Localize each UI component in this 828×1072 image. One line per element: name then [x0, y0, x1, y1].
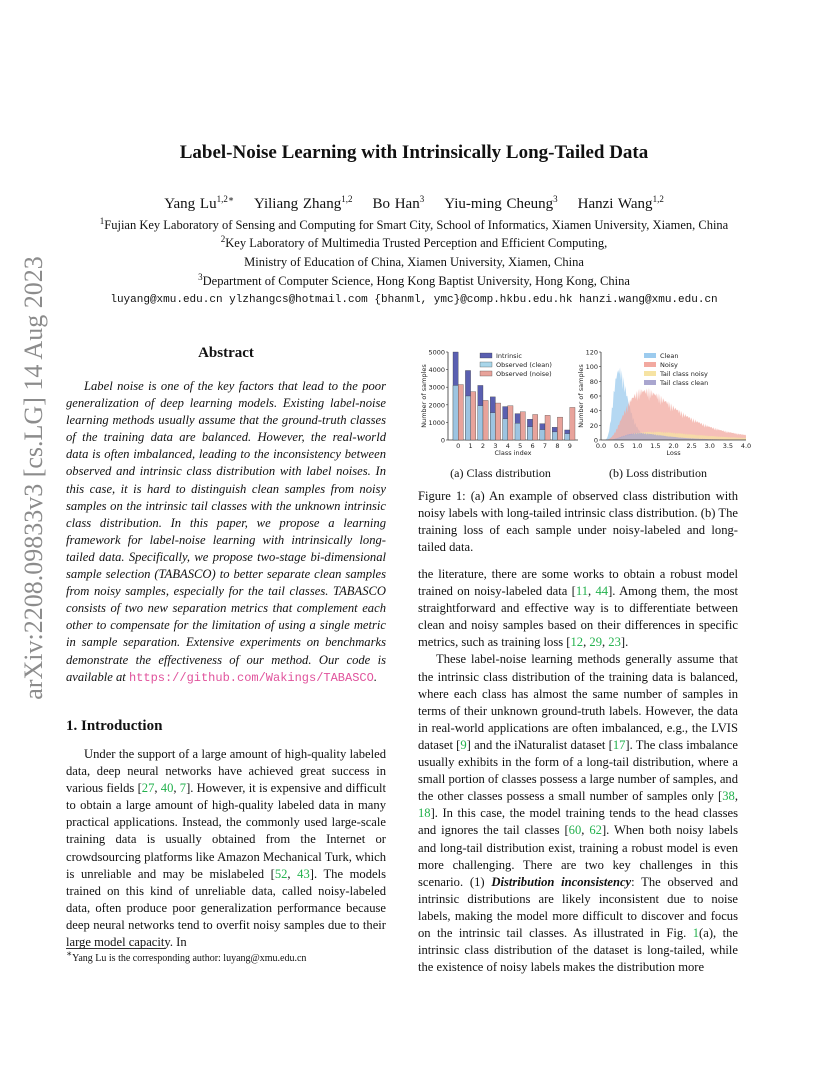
affiliation-3: $^3$Department of Computer Science, Hong Kong Baptist University, Hong Kong, China [198, 271, 630, 288]
x-tick-label: 2.5 [686, 442, 697, 450]
x-tick-label: 2.0 [668, 442, 679, 450]
bar-observed-clean [465, 396, 470, 440]
y-tick-label: 0 [593, 436, 598, 445]
y-tick-label: 40 [589, 407, 598, 416]
y-tick-label: 5000 [428, 348, 445, 357]
legend-swatch [644, 353, 656, 358]
x-tick-label: 3.5 [722, 442, 734, 450]
legend-label: Tail class noisy [660, 370, 708, 378]
x-tick-label: 5 [518, 442, 523, 450]
y-axis-label: Number of samples [420, 364, 428, 428]
footnote: ∗Yang Lu is the corresponding author: luyang@xmu.edu.cn [66, 948, 307, 964]
x-tick-label: 3 [493, 442, 498, 450]
x-tick-label: 1 [468, 442, 473, 450]
y-tick-label: 2000 [428, 401, 445, 410]
class-distribution-chart [420, 349, 578, 458]
legend-swatch [480, 353, 492, 358]
bar-observed-noise [557, 417, 562, 440]
legend-label: Tail class clean [660, 379, 709, 387]
author-emails: luyang@xmu.edu.cn ylzhangcs@hotmail.com {bhanml, ymc}@comp.hkbu.edu.hk hanzi.wang@xmu.edu.cn [110, 294, 718, 306]
citation-link[interactable]: 18 [418, 806, 431, 821]
legend-swatch [644, 380, 656, 385]
legend-label: Observed (noise) [496, 370, 552, 378]
citation-link[interactable]: 60 [568, 823, 582, 838]
affiliation-2-line-2: Ministry of Education of China, Xiamen University, Xiamen, China [244, 255, 584, 269]
bar-observed-clean [490, 413, 495, 440]
bar-observed-noise [570, 407, 575, 440]
x-tick-label: 4.0 [740, 442, 752, 450]
author-name: Yiu-ming Cheung$^3$ [444, 194, 558, 212]
bar-observed-clean [540, 430, 545, 440]
legend-swatch [644, 371, 656, 376]
author-name: Bo Han$^3$ [372, 194, 425, 212]
paper-title: Label-Noise Learning with Intrinsically Long-Tailed Data [179, 142, 649, 163]
citation-link[interactable]: 43 [297, 866, 310, 881]
author-name: Yang $Lu^{1,2∗}$ [164, 194, 234, 212]
footnote-rule [66, 948, 166, 949]
citation-link[interactable]: 27 [141, 781, 155, 796]
x-tick-label: 9 [567, 442, 572, 450]
y-tick-label: 1000 [428, 418, 445, 427]
citation-link[interactable]: 12 [570, 635, 584, 650]
abstract-heading: Abstract [198, 345, 254, 361]
citation-link[interactable]: 62 [589, 823, 602, 838]
bar-observed-clean [503, 419, 508, 440]
x-tick-label: 6 [530, 442, 535, 450]
x-tick-label: 0.0 [595, 442, 607, 450]
bar-observed-noise [458, 385, 463, 440]
citation-link[interactable]: 40 [160, 781, 174, 796]
x-tick-label: 2 [480, 442, 486, 450]
y-tick-label: 3000 [428, 383, 445, 392]
legend-label: Noisy [660, 361, 678, 369]
subcaption-a: (a) Class distribution [450, 466, 551, 480]
author-name: Yiliang Zhang$^{1,2}$ [253, 194, 353, 212]
affiliation-2: $^2$Key Laboratory of Multimedia Trusted Perception and Efficient Computing, [220, 233, 608, 250]
y-tick-label: 0 [440, 436, 445, 445]
x-tick-label: 0 [456, 442, 461, 450]
citation-link[interactable]: 7 [179, 781, 187, 796]
x-tick-label: 1.5 [650, 442, 661, 450]
bar-observed-noise [545, 415, 550, 440]
intro-paragraph: Under the support of a large amount of high-quality labeled data, deep neural networks have achieved great success in various fields [27, 40, 7]. However, it is expensive and difficult to obtain a large amount of high-quality labeled data in many practical applications. Instead, the commonly used large-scale training data is usually obtained from the Internet or crowdsourcing platforms like Amazon Mechanical Turk, which is unreliable and may be mislabeled [52, 43]. The models trained on this kind of unreliable data, called noisy-labeled data, often produce poor generalization performance because deep neural networks tend to overfit noisy samples due to their large model capacity. In [66, 747, 387, 950]
x-tick-label: 1.0 [632, 442, 643, 450]
legend-swatch [480, 371, 492, 376]
bar-observed-clean [565, 434, 570, 440]
x-tick-label: 7 [542, 442, 548, 450]
bar-observed-clean [478, 406, 483, 440]
x-tick-label: 0.5 [613, 442, 625, 450]
citation-link[interactable]: 38 [722, 789, 735, 804]
bar-observed-noise [483, 400, 488, 440]
legend-swatch [480, 362, 492, 367]
y-tick-label: 60 [589, 392, 598, 401]
y-axis-label: Number of samples [577, 364, 585, 428]
arxiv-stamp [4, 255, 64, 700]
legend-label: Intrinsic [496, 352, 522, 360]
bar-observed-clean [515, 423, 520, 440]
x-tick-label: 8 [555, 442, 560, 450]
bar-observed-clean [552, 432, 557, 440]
section-heading-introduction: 1. Introduction [66, 718, 163, 734]
x-axis-label: Class index [494, 449, 532, 457]
citation-link[interactable]: 11 [575, 584, 589, 599]
author-list [0, 196, 828, 213]
figure-1 [418, 344, 752, 460]
figure-caption: Figure 1: (a) An example of observed class distribution with noisy labels with long-tailed intrinsic class distribution. (b) The training loss of each sample under noisy-labeled and long-tailed data. [418, 489, 738, 555]
y-tick-label: 100 [585, 363, 598, 372]
abstract-body: Label noise is one of the key factors that lead to the poor generalization of deep learning models. Existing label-noise learning methods usually assume that the ground-truth classes of the training data are balanced. However, the real-world data is often imbalanced, leading to the inconsistency between observed and intrinsic class distribution with label noises. In this case, it is hard to distinguish clean samples from noisy samples on the intrinsic tail classes with the unknown intrinsic class distribution. In this paper, we propose a learning framework for label-noise learning with intrinsically long-tailed data. Specifically, we propose two-stage bi-dimensional sample selection (TABASCO) to better separate clean samples from noisy samples, especially for the tail classes. TABASCO consists of two new separation metrics that complement each other to compensate for the limitation of using a single metric in sample separation. Extensive experiments on benchmarks demonstrate the effectiveness of our method. Our code is available at https://github.com/Wakings/TABASCO. [66, 379, 386, 685]
legend-label: Clean [660, 352, 679, 360]
citation-link[interactable]: 23 [608, 635, 621, 650]
author-name: Hanzi Wang$^{1,2}$ [577, 194, 664, 212]
y-tick-label: 120 [585, 348, 598, 357]
legend-swatch [644, 362, 656, 367]
x-tick-label: 3.0 [704, 442, 715, 450]
citation-link[interactable]: 44 [595, 584, 609, 599]
bar-observed-noise [533, 414, 538, 440]
y-tick-label: 20 [589, 421, 598, 430]
citation-link[interactable]: 17 [612, 737, 626, 752]
bar-observed-noise [471, 392, 476, 440]
citation-link[interactable]: 1 [692, 925, 700, 940]
bar-observed-clean [453, 385, 458, 440]
citation-link[interactable]: 52 [274, 866, 288, 881]
citation-link[interactable]: 9 [460, 737, 467, 752]
x-axis-label: Loss [666, 449, 681, 457]
right-column-text: the literature, there are some works to obtain a robust model trained on noisy-labeled data [11, 44]. Among them, the most straightforward and effective way is to differentiate between clean and noisy samples based on their differences in specific metrics, such as training loss [12, 29, 23]. These label-noise learning methods generally assume that the intrinsic class distribution of the training data is balanced, where each class has almost the same number of samples in terms of their unknown ground-truth labels. However, the data in real-world applications are often imbalanced, e.g., the LVIS dataset [9] and the iNaturalist dataset [17]. The class imbalance usually exhibits in the form of a long-tail distribution, where a small portion of classes possess a large number of samples, and the other classes possess a small number of samples only [38, 18]. In this case, the model training tends to the head classes and ignores the tail classes [60, 62]. When both noisy labels and long-tail distribution exist, training a robust model is even more challenging. There are two key challenges in this scenario. (1) Distribution inconsistency: The observed and intrinsic distributions are likely inconsistent due to noise labels, making the model more difficult to discover and focus on the intrinsic tail classes. As illustrated in Fig. 1(a), the intrinsic class distribution of the dataset is long-tailed, while the existence of noisy labels makes the distribution more [418, 567, 739, 975]
y-tick-label: 80 [589, 377, 598, 386]
y-tick-label: 4000 [428, 366, 445, 375]
bar-observed-noise [508, 406, 513, 440]
citation-link[interactable]: 29 [589, 635, 602, 650]
arxiv-id: arXiv:2208.09833v3 [cs.LG] 14 Aug 2023 [19, 255, 48, 700]
affiliation-1: $^1$Fujian Key Laboratory of Sensing and Computing for Smart City, School of Informatics, Xiamen University, Xiamen, China [99, 215, 729, 232]
x-tick-label: 4 [505, 442, 510, 450]
subcaption-b: (b) Loss distribution [609, 466, 707, 480]
legend-label: Observed (clean) [496, 361, 552, 369]
bar-observed-clean [527, 427, 532, 440]
code-link[interactable]: https://github.com/Wakings/TABASCO [128, 670, 374, 685]
loss-distribution-chart [577, 349, 751, 458]
bar-observed-noise [495, 403, 500, 440]
bar-observed-noise [520, 412, 525, 440]
